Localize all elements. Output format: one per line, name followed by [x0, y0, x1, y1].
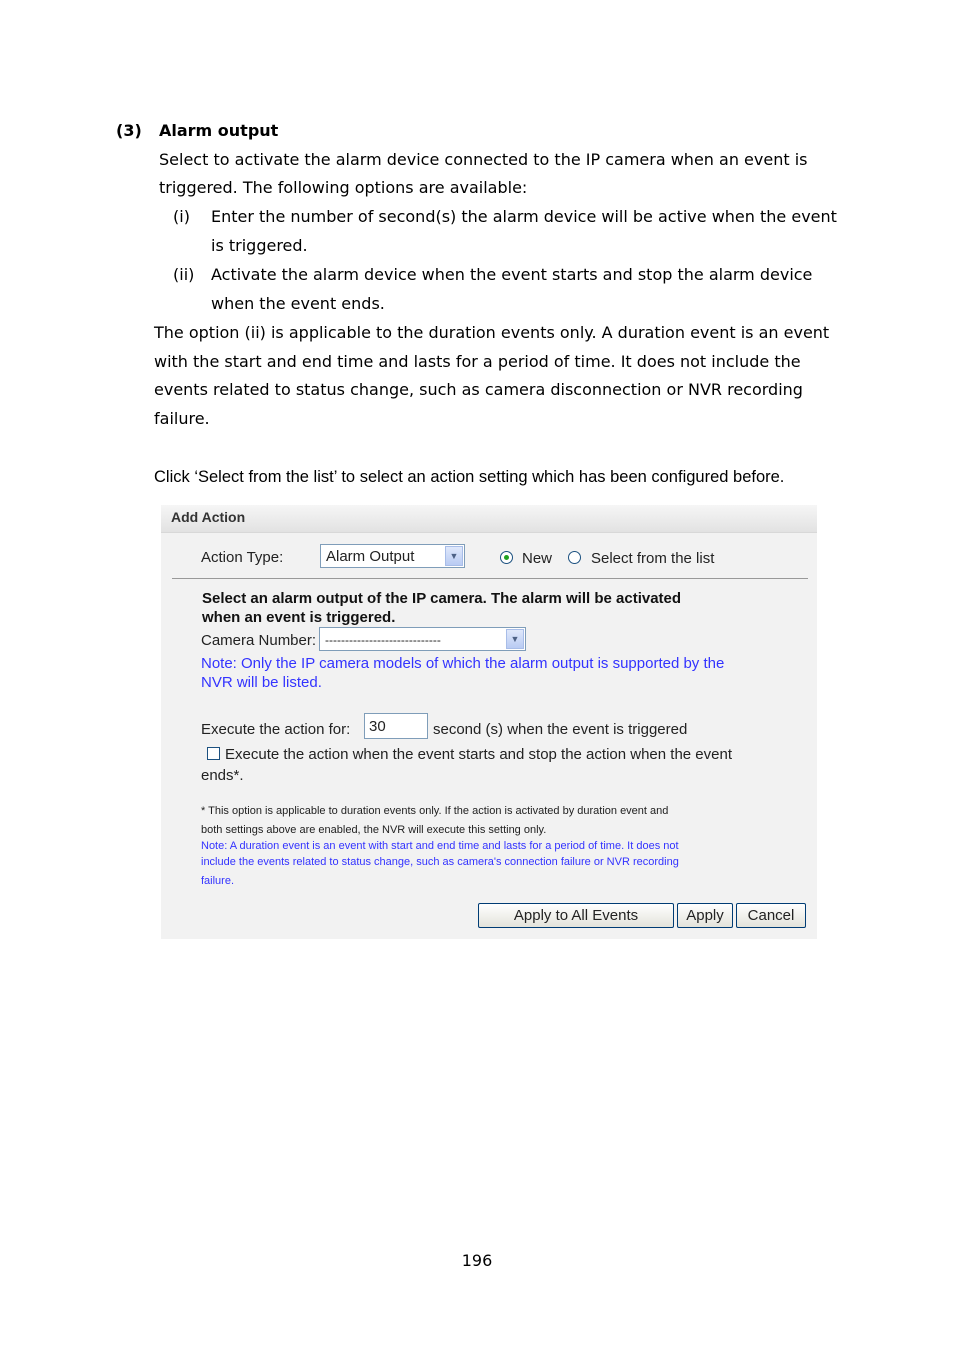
separator: [172, 578, 808, 579]
action-type-label: Action Type:: [201, 549, 284, 566]
camera-number-value: -----------------------------: [325, 633, 441, 647]
click-instruction: Click ‘Select from the list’ to select an action setting which has been configured before.: [154, 468, 785, 486]
duration-note-line-1: Note: A duration event is an event with start and end time and lasts for a period of time. It does not: [201, 840, 679, 852]
execute-start-stop-checkbox[interactable]: [207, 747, 220, 760]
radio-new-label[interactable]: New: [522, 550, 553, 567]
intro-line-2: triggered. The following options are available:: [159, 178, 528, 197]
chevron-down-icon: ▼: [506, 629, 524, 649]
item-marker-2: (ii): [173, 265, 195, 284]
camera-number-select[interactable]: [319, 627, 526, 651]
duration-note-line-2: include the events related to status change, such as camera's connection failure or NVR recording: [201, 856, 679, 868]
item-1-line-1: Enter the number of second(s) the alarm device will be active when the event: [211, 207, 837, 226]
apply-to-all-events-button[interactable]: Apply to All Events: [478, 903, 674, 928]
para-line-3: events related to status change, such as camera disconnection or NVR recording: [154, 380, 803, 399]
execute-label: Execute the action for:: [201, 721, 351, 738]
item-marker-1: (i): [173, 207, 190, 226]
dialog-title: Add Action: [171, 509, 246, 525]
checkbox-label-line-2: ends*.: [201, 767, 244, 784]
section-title: Alarm output: [159, 121, 279, 140]
item-2-line-1: Activate the alarm device when the event starts and stop the alarm device: [211, 265, 813, 284]
section-number: (3): [116, 121, 142, 140]
add-action-dialog: [161, 505, 817, 939]
execute-suffix: second (s) when the event is triggered: [433, 721, 688, 738]
dialog-title-bar: [161, 505, 817, 533]
para-line-2: with the start and end time and lasts for a period of time. It does not include the: [154, 352, 801, 371]
radio-new[interactable]: [500, 551, 513, 564]
para-line-4: failure.: [154, 409, 210, 428]
footnote-line-2: both settings above are enabled, the NVR will execute this setting only.: [201, 824, 547, 836]
cancel-button[interactable]: Cancel: [736, 903, 806, 928]
camera-number-label: Camera Number:: [201, 632, 317, 649]
note-line-2: NVR will be listed.: [201, 674, 322, 691]
footnote-line-1: * This option is applicable to duration events only. If the action is activated by duration event and: [201, 805, 669, 817]
execute-seconds-value: 30: [369, 718, 386, 735]
alarm-heading-line-2: when an event is triggered.: [202, 609, 396, 626]
item-2-line-2: when the event ends.: [211, 294, 385, 313]
checkbox-label-line-1: Execute the action when the event starts and stop the action when the event: [225, 746, 732, 763]
para-line-1: The option (ii) is applicable to the duration events only. A duration event is an event: [154, 323, 830, 342]
alarm-heading-line-1: Select an alarm output of the IP camera. The alarm will be activated: [202, 590, 682, 607]
radio-select-from-list[interactable]: [568, 551, 581, 564]
apply-button[interactable]: Apply: [677, 903, 733, 928]
chevron-down-icon: ▼: [445, 546, 463, 566]
duration-note-line-3: failure.: [201, 875, 235, 887]
action-type-value: Alarm Output: [326, 548, 415, 565]
radio-select-from-list-label[interactable]: Select from the list: [591, 550, 715, 567]
radio-selected-dot: [504, 555, 509, 560]
action-type-select[interactable]: [320, 544, 465, 568]
note-line-1: Note: Only the IP camera models of which the alarm output is supported by the: [201, 655, 725, 672]
intro-line-1: Select to activate the alarm device connected to the IP camera when an event is: [159, 150, 808, 169]
item-1-line-2: is triggered.: [211, 236, 308, 255]
execute-seconds-input[interactable]: [364, 713, 428, 739]
page-number: 196: [461, 1251, 493, 1270]
